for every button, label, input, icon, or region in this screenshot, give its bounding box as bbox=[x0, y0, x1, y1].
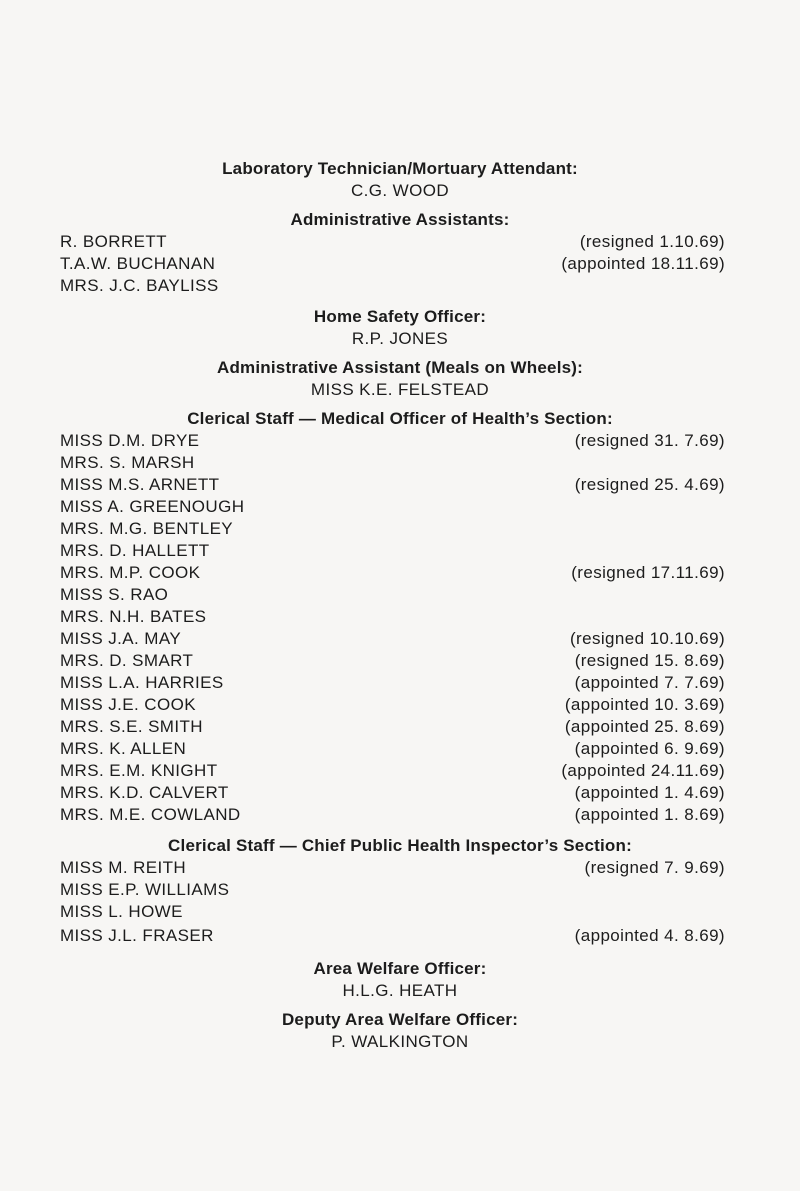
staff-name: MRS. M.G. BENTLEY bbox=[60, 519, 234, 538]
lab-tech-heading: Laboratory Technician/Mortuary Attendant: bbox=[222, 159, 578, 178]
staff-row bbox=[60, 926, 725, 948]
staff-status: (resigned 15. 8.69) bbox=[574, 651, 725, 670]
staff-name: MISS J.L. FRASER bbox=[60, 926, 214, 945]
staff-status: (resigned 1.10.69) bbox=[579, 232, 725, 251]
staff-name: MRS. E.M. KNIGHT bbox=[60, 761, 218, 780]
staff-name: MISS J.A. MAY bbox=[60, 629, 182, 648]
staff-row bbox=[60, 739, 725, 761]
staff-row bbox=[60, 585, 725, 607]
staff-name: MRS. M.P. COOK bbox=[60, 563, 201, 582]
staff-row bbox=[60, 761, 725, 783]
staff-name: MRS. S.E. SMITH bbox=[60, 717, 203, 736]
staff-name: MRS. D. SMART bbox=[60, 651, 194, 670]
staff-name: MISS D.M. DRYE bbox=[60, 431, 200, 450]
area-welfare-heading: Area Welfare Officer: bbox=[313, 959, 487, 978]
meals-on-wheels-heading: Administrative Assistant (Meals on Wheels): bbox=[217, 358, 583, 377]
staff-row bbox=[60, 431, 725, 453]
staff-name: T.A.W. BUCHANAN bbox=[60, 254, 216, 273]
staff-row bbox=[60, 673, 725, 695]
staff-status: (appointed 4. 8.69) bbox=[574, 926, 725, 945]
area-welfare-name: H.L.G. HEATH bbox=[342, 981, 458, 1000]
staff-row bbox=[60, 541, 725, 563]
staff-status: (appointed 25. 8.69) bbox=[564, 717, 725, 736]
staff-status: (appointed 6. 9.69) bbox=[574, 739, 725, 758]
lab-tech-name: C.G. WOOD bbox=[350, 181, 450, 200]
staff-row bbox=[60, 651, 725, 673]
staff-row bbox=[60, 629, 725, 651]
staff-row bbox=[60, 276, 725, 298]
staff-row bbox=[60, 607, 725, 629]
staff-status: (appointed 1. 4.69) bbox=[574, 783, 725, 802]
staff-row bbox=[60, 232, 725, 254]
admin-assistants-heading: Administrative Assistants: bbox=[290, 210, 510, 229]
staff-row bbox=[60, 453, 725, 475]
staff-name: MRS. K.D. CALVERT bbox=[60, 783, 229, 802]
staff-status: (resigned 31. 7.69) bbox=[574, 431, 725, 450]
deputy-welfare-name: P. WALKINGTON bbox=[331, 1032, 469, 1051]
staff-name: MISS L. HOWE bbox=[60, 902, 183, 921]
staff-row bbox=[60, 475, 725, 497]
staff-name: MISS S. RAO bbox=[60, 585, 169, 604]
staff-row bbox=[60, 805, 725, 827]
staff-name: MRS. K. ALLEN bbox=[60, 739, 187, 758]
staff-status: (appointed 10. 3.69) bbox=[564, 695, 725, 714]
staff-name: MRS. S. MARSH bbox=[60, 453, 195, 472]
staff-status: (resigned 7. 9.69) bbox=[584, 858, 725, 877]
staff-status: (resigned 25. 4.69) bbox=[574, 475, 725, 494]
staff-name: MISS J.E. COOK bbox=[60, 695, 196, 714]
staff-row bbox=[60, 497, 725, 519]
staff-status: (appointed 7. 7.69) bbox=[574, 673, 725, 692]
clerical-cphi-heading: Clerical Staff — Chief Public Health Inspector’s Section: bbox=[168, 836, 632, 855]
staff-row bbox=[60, 519, 725, 541]
staff-status: (appointed 1. 8.69) bbox=[574, 805, 725, 824]
staff-row bbox=[60, 717, 725, 739]
staff-name: R. BORRETT bbox=[60, 232, 167, 251]
staff-name: MISS A. GREENOUGH bbox=[60, 497, 245, 516]
staff-row bbox=[60, 563, 725, 585]
staff-status: (resigned 10.10.69) bbox=[569, 629, 725, 648]
meals-on-wheels-name: MISS K.E. FELSTEAD bbox=[310, 380, 490, 399]
staff-row bbox=[60, 902, 725, 924]
staff-name: MRS. M.E. COWLAND bbox=[60, 805, 241, 824]
staff-status: (resigned 17.11.69) bbox=[571, 563, 725, 582]
home-safety-heading: Home Safety Officer: bbox=[313, 307, 487, 326]
deputy-welfare-heading: Deputy Area Welfare Officer: bbox=[281, 1010, 519, 1029]
staff-name: MRS. J.C. BAYLISS bbox=[60, 276, 219, 295]
staff-row bbox=[60, 858, 725, 880]
staff-name: MRS. N.H. BATES bbox=[60, 607, 207, 626]
clerical-moh-heading: Clerical Staff — Medical Officer of Health’s Section: bbox=[187, 409, 613, 428]
staff-row bbox=[60, 783, 725, 805]
staff-name: MISS E.P. WILLIAMS bbox=[60, 880, 230, 899]
staff-name: MISS M. REITH bbox=[60, 858, 187, 877]
staff-row bbox=[60, 254, 725, 276]
staff-status: (appointed 18.11.69) bbox=[561, 254, 725, 273]
staff-name: MISS L.A. HARRIES bbox=[60, 673, 224, 692]
staff-row bbox=[60, 880, 725, 902]
staff-row bbox=[60, 695, 725, 717]
staff-name: MISS M.S. ARNETT bbox=[60, 475, 220, 494]
home-safety-name: R.P. JONES bbox=[351, 329, 449, 348]
staff-name: MRS. D. HALLETT bbox=[60, 541, 210, 560]
staff-status: (appointed 24.11.69) bbox=[561, 761, 725, 780]
